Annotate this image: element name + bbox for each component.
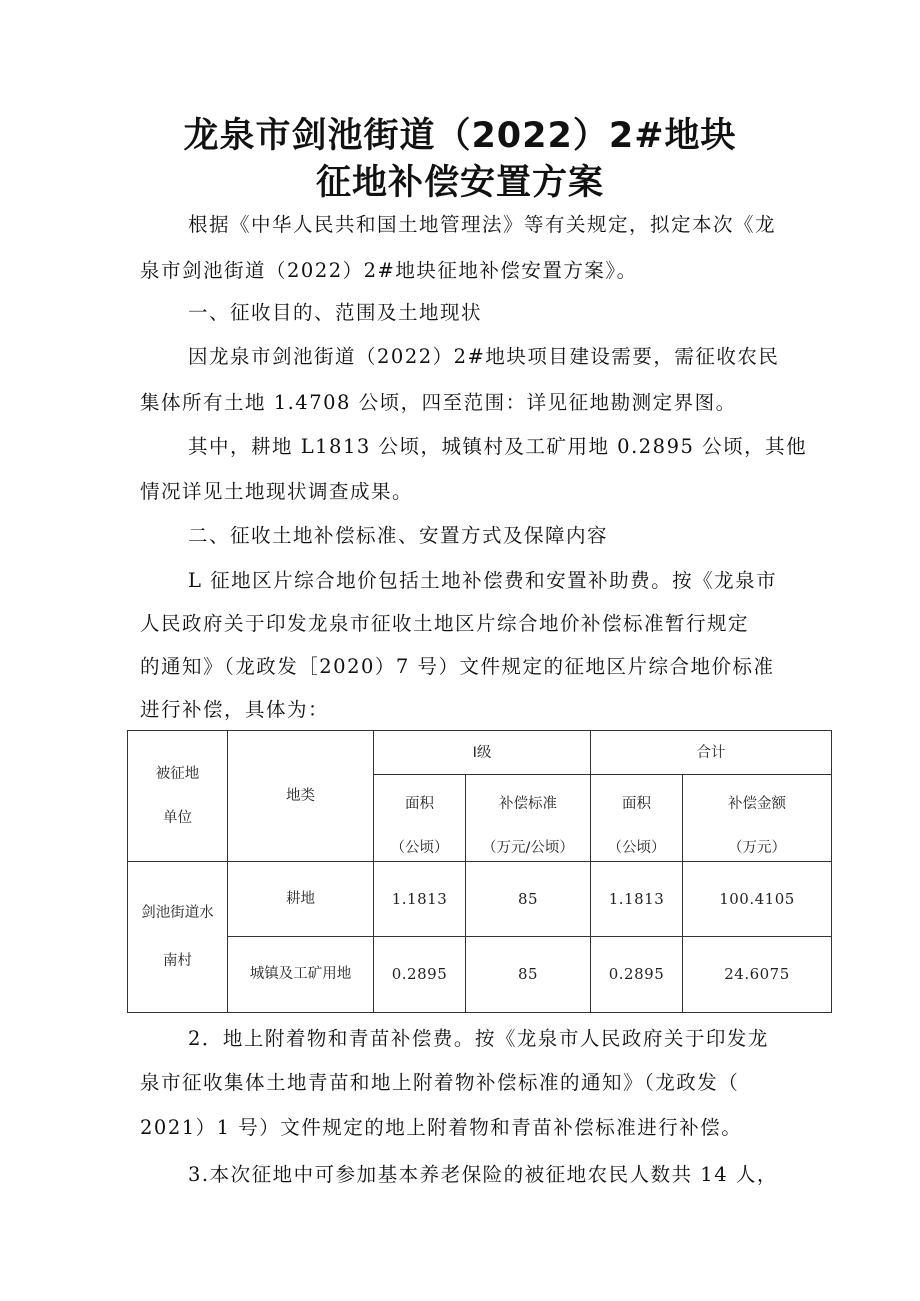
- paragraph-1-line-1: 因龙泉市剑池街道（2022）2#地块项目建设需要，需征收农民: [188, 345, 780, 368]
- landtype-cell: 耕地: [228, 862, 374, 936]
- amount-cell: 24.6075: [683, 936, 832, 1012]
- unit-name-line-2: 南村: [163, 953, 192, 970]
- intro-line-2: 泉市剑池街道（2022）2#地块征地补偿安置方案》。: [140, 259, 638, 282]
- paragraph-5-line-1: 3.本次征地中可参加基本养老保险的被征地农民人数共 14 人，: [188, 1163, 778, 1186]
- paragraph-4-line-2: 泉市征收集体土地青苗和地上附着物补偿标准的通知》（龙政发（: [140, 1071, 740, 1094]
- standard-header-label: 补偿标准: [499, 796, 557, 813]
- paragraph-3-line-2: 人民政府关于印发龙泉市征收土地区片综合地价补偿标准暂行规定: [140, 612, 750, 635]
- standard-cell: 85: [466, 862, 591, 936]
- amount-cell: 100.4105: [683, 862, 832, 936]
- area-header-label: 面积: [405, 796, 434, 813]
- total-area-cell: 1.1813: [591, 862, 683, 936]
- section-1-heading: 一、征收目的、范围及土地现状: [188, 301, 483, 324]
- document-title-line-2: 征地补偿安置方案: [315, 163, 604, 203]
- grade-header: Ⅰ级: [374, 731, 591, 775]
- standard-header: [466, 775, 591, 862]
- paragraph-4-line-1: 2．地上附着物和青苗补偿费。按《龙泉市人民政府关于印发龙: [188, 1027, 769, 1050]
- paragraph-3-line-1: L 征地区片综合地价包括土地补偿费和安置补助费。按《龙泉市: [188, 569, 778, 592]
- table-row: [128, 862, 832, 936]
- unit-name-line-1: 剑池街道水: [141, 905, 214, 922]
- landtype-cell: 城镇及工矿用地: [228, 936, 374, 1012]
- amount-header-unit: （万元）: [728, 840, 786, 857]
- paragraph-4-line-3: 2021）1 号）文件规定的地上附着物和青苗补偿标准进行补偿。: [140, 1116, 743, 1139]
- total-area-header-unit: （公顷）: [607, 840, 666, 857]
- table-row: [128, 936, 832, 1012]
- unit-name-cell: [128, 862, 228, 1013]
- area-header: [374, 775, 466, 862]
- unit-header-cell: [128, 731, 228, 862]
- area-cell: 0.2895: [374, 936, 466, 1012]
- total-area-header: [591, 775, 683, 862]
- total-header: 合计: [591, 731, 832, 775]
- paragraph-3-line-3: 的通知》（龙政发［2020）7 号）文件规定的征地区片综合地价标准: [140, 655, 775, 678]
- total-area-header-label: 面积: [622, 796, 651, 813]
- landtype-header: 地类: [228, 731, 374, 862]
- paragraph-2-line-2: 情况详见土地现状调查成果。: [140, 480, 414, 503]
- standard-cell: 85: [466, 936, 591, 1012]
- paragraph-2-line-1: 其中，耕地 L1813 公顷，城镇村及工矿用地 0.2895 公顷，其他: [188, 435, 808, 458]
- intro-line-1: 根据《中华人民共和国土地管理法》等有关规定，拟定本次《龙: [188, 213, 777, 236]
- unit-header-line-1: 被征地: [155, 766, 200, 783]
- section-2-heading: 二、征收土地补偿标准、安置方式及保障内容: [188, 524, 609, 547]
- amount-header-label: 补偿金额: [728, 796, 786, 813]
- amount-header: [683, 775, 832, 862]
- standard-header-unit: （万元/公顷）: [482, 840, 574, 857]
- document-title-line-1: 龙泉市剑池街道（2022）2#地块: [183, 116, 737, 156]
- paragraph-1-line-2: 集体所有土地 1.4708 公顷，四至范围：详见征地勘测定界图。: [140, 391, 737, 414]
- compensation-table: [127, 730, 832, 1013]
- area-cell: 1.1813: [374, 862, 466, 936]
- unit-header-line-2: 单位: [163, 810, 192, 827]
- total-area-cell: 0.2895: [591, 936, 683, 1012]
- area-header-unit: （公顷）: [390, 840, 449, 857]
- paragraph-3-line-4: 进行补偿，具体为：: [140, 698, 330, 721]
